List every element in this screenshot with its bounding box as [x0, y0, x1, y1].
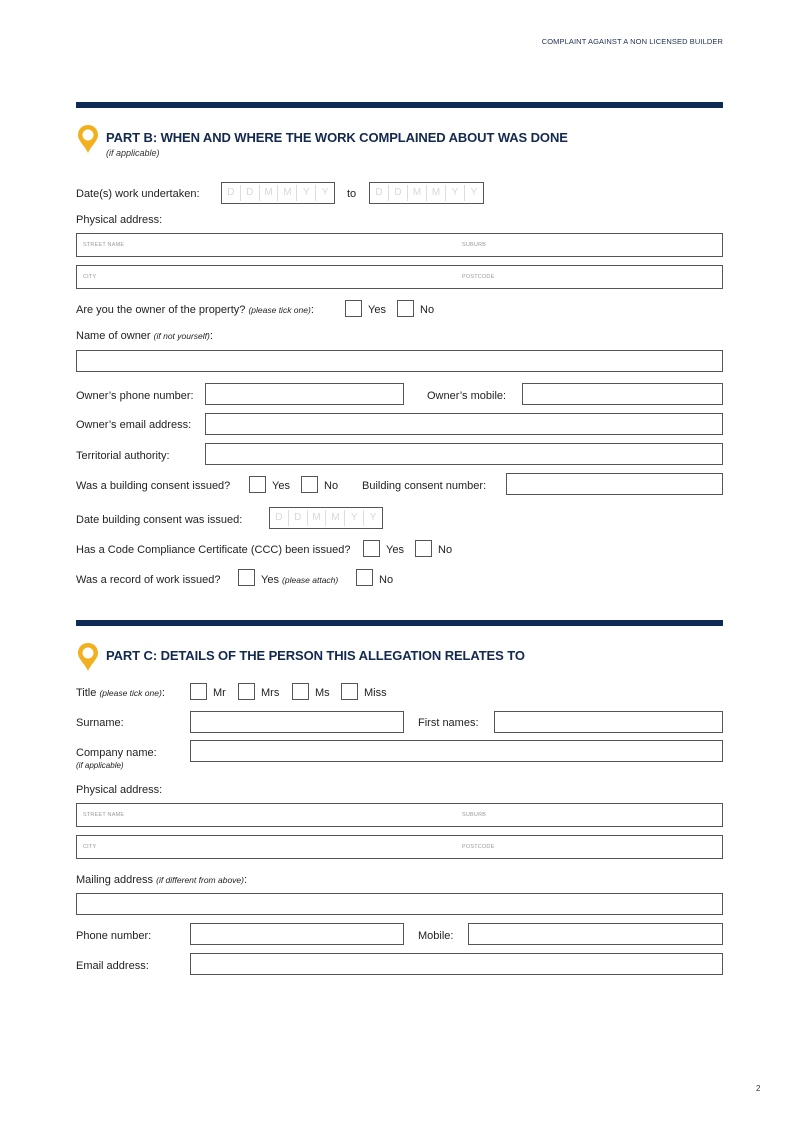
company-note: (if applicable) [76, 761, 124, 770]
first-names-label: First names: [418, 717, 479, 729]
city-postcode-input[interactable] [76, 265, 723, 289]
record-no-label: No [379, 574, 394, 586]
owner-mobile-input[interactable] [522, 383, 723, 405]
date-d2: D [241, 185, 260, 201]
date-d2: D [289, 510, 308, 526]
surname-label: Surname: [76, 717, 124, 729]
date-d1: D [222, 185, 241, 201]
owner-phone-label: Owner’s phone number: [76, 390, 194, 402]
owner-name-label: Name of owner (if not yourself): [76, 330, 213, 342]
owner-email-input[interactable] [205, 413, 723, 435]
owner-question-note: (please tick one) [248, 305, 311, 315]
postcode-placeholder: POSTCODE [462, 274, 495, 280]
part-b-subtitle: (if applicable) [106, 148, 160, 158]
date-y1: Y [345, 510, 364, 526]
date-m1: M [408, 185, 427, 201]
email-label: Email address: [76, 960, 149, 972]
owner-name-input[interactable] [76, 350, 723, 372]
title-mrs-checkbox[interactable] [238, 683, 255, 700]
owner-phone-input[interactable] [205, 383, 404, 405]
surname-input[interactable] [190, 711, 404, 733]
mailing-address-input[interactable] [76, 893, 723, 915]
company-input[interactable] [190, 740, 723, 762]
date-y2: Y [369, 512, 377, 523]
owner-yes-checkbox[interactable] [345, 300, 362, 317]
ccc-no-checkbox[interactable] [415, 540, 432, 557]
consent-number-label: Building consent number: [362, 480, 487, 492]
record-yes-label [261, 574, 338, 586]
date-d1: D [270, 510, 289, 526]
ccc-no-label: No [438, 544, 453, 556]
owner-mobile-label: Owner’s mobile: [427, 390, 507, 402]
title-ms-checkbox[interactable] [292, 683, 309, 700]
date-to-input[interactable] [369, 182, 484, 204]
ccc-yes-label: Yes [386, 544, 404, 556]
postcode-placeholder: POSTCODE [462, 844, 495, 850]
date-m1: M [260, 185, 279, 201]
territorial-authority-label: Territorial authority: [76, 450, 170, 462]
suburb-placeholder: SUBURB [462, 812, 487, 818]
date-d2: D [389, 185, 408, 201]
to-label: to [347, 188, 357, 200]
part-b-title: PART B: WHEN AND WHERE THE WORK COMPLAINED ABOUT WAS DONE [106, 130, 568, 145]
date-y1: Y [446, 185, 465, 201]
date-m2: M [278, 185, 297, 201]
date-m2: M [427, 185, 446, 201]
owner-no-label: No [420, 304, 435, 316]
title-mrs-label: Mrs [261, 687, 280, 699]
ccc-question: Has a Code Compliance Certificate (CCC) been issued? [76, 544, 351, 556]
part-c-title: PART C: DETAILS OF THE PERSON THIS ALLEGATION RELATES TO [106, 648, 525, 663]
record-question: Was a record of work issued? [76, 574, 221, 586]
page-number: 2 [756, 1084, 761, 1093]
mailing-note: (if different from above) [156, 875, 244, 885]
street-placeholder: STREET NAME [83, 242, 125, 248]
owner-question: Are you the owner of the property? (please tick one): [76, 304, 314, 316]
dates-label: Date(s) work undertaken: [76, 188, 200, 200]
physical-address-label: Physical address: [76, 214, 163, 226]
phone-label: Phone number: [76, 930, 152, 942]
document-header-title: COMPLAINT AGAINST A NON LICENSED BUILDER [541, 37, 723, 46]
consent-no-label: No [324, 480, 339, 492]
consent-number-input[interactable] [506, 473, 723, 495]
consent-date-input[interactable] [269, 507, 383, 529]
mobile-label: Mobile: [418, 930, 454, 942]
street-placeholder: STREET NAME [83, 812, 125, 818]
company-label: Company name: [76, 747, 157, 759]
date-from-input[interactable] [221, 182, 335, 204]
city-placeholder: CITY [83, 844, 97, 850]
consent-yes-checkbox[interactable] [249, 476, 266, 493]
owner-email-label: Owner’s email address: [76, 419, 192, 431]
title-label-text: Title [76, 687, 97, 699]
title-miss-checkbox[interactable] [341, 683, 358, 700]
territorial-authority-input[interactable] [205, 443, 723, 465]
consent-no-checkbox[interactable] [301, 476, 318, 493]
city-placeholder: CITY [83, 274, 97, 280]
consent-date-label: Date building consent was issued: [76, 514, 243, 526]
email-input[interactable] [190, 953, 723, 975]
date-m1: M [308, 510, 327, 526]
street-suburb-input[interactable] [76, 233, 723, 257]
owner-yes-label: Yes [368, 304, 386, 316]
title-note: (please tick one) [99, 688, 162, 698]
section-divider-b [76, 102, 723, 108]
consent-yes-label: Yes [272, 480, 290, 492]
record-yes-note: (please attach) [282, 575, 339, 585]
c-city-postcode-input[interactable] [76, 835, 723, 859]
c-street-suburb-input[interactable] [76, 803, 723, 827]
location-pin-icon [77, 124, 99, 154]
record-no-checkbox[interactable] [356, 569, 373, 586]
mailing-label-text: Mailing address [76, 874, 154, 886]
date-y2: Y [321, 187, 329, 198]
record-yes-text: Yes [261, 574, 279, 586]
title-label: Title (please tick one): [76, 687, 165, 699]
date-y2: Y [470, 187, 478, 198]
first-names-input[interactable] [494, 711, 723, 733]
location-pin-icon [77, 642, 99, 672]
owner-no-checkbox[interactable] [397, 300, 414, 317]
title-mr-label: Mr [213, 687, 226, 699]
date-m2: M [326, 510, 345, 526]
mailing-address-label: Mailing address (if different from above): [76, 874, 248, 886]
owner-name-text: Name of owner [76, 330, 151, 342]
section-divider-c [76, 620, 723, 626]
ccc-yes-checkbox[interactable] [363, 540, 380, 557]
date-y1: Y [297, 185, 316, 201]
phone-input[interactable] [190, 923, 404, 945]
suburb-placeholder: SUBURB [462, 242, 487, 248]
owner-question-text: Are you the owner of the property? [76, 304, 246, 316]
consent-question: Was a building consent issued? [76, 480, 231, 492]
owner-name-note: (if not yourself) [153, 331, 210, 341]
mobile-input[interactable] [468, 923, 723, 945]
title-ms-label: Ms [315, 687, 330, 699]
title-miss-label: Miss [364, 687, 387, 699]
record-yes-checkbox[interactable] [238, 569, 255, 586]
date-d1: D [370, 185, 389, 201]
title-mr-checkbox[interactable] [190, 683, 207, 700]
c-physical-address-label: Physical address: [76, 784, 163, 796]
